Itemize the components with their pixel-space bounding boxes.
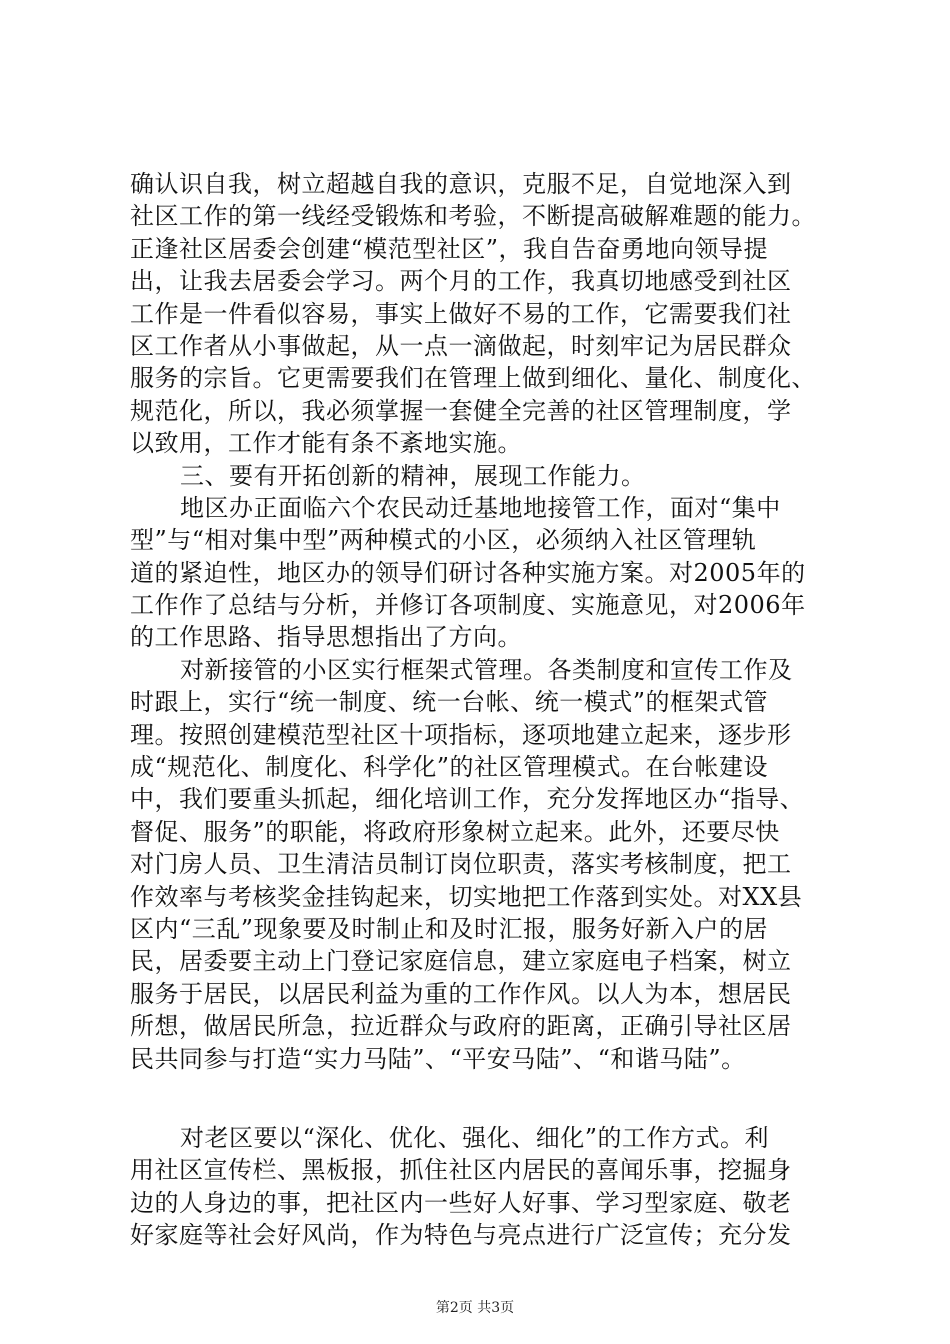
text-line: 好家庭等社会好风尚，作为特色与亮点进行广泛宣传；充分发	[130, 1221, 792, 1250]
text-line: 规范化，所以，我必须掌握一套健全完善的社区管理制度，学	[130, 396, 792, 425]
text-line: 的工作思路、指导思想指出了方向。	[130, 623, 522, 652]
text-line: 成“规范化、制度化、科学化”的社区管理模式。在台帐建设	[130, 753, 769, 782]
text-line: 社区工作的第一线经受锻炼和考验，不断提高破解难题的能力。	[130, 202, 816, 231]
text-line: 三、要有开拓创新的精神，展现工作能力。	[180, 461, 646, 490]
text-line: 中，我们要重头抓起，细化培训工作，充分发挥地区办“指导、	[130, 785, 805, 814]
text-line: 工作是一件看似容易，事实上做好不易的工作，它需要我们社	[130, 299, 792, 328]
text-line: 民，居委要主动上门登记家庭信息，建立家庭电子档案，树立	[130, 947, 792, 976]
text-line: 服务于居民，以居民利益为重的工作作风。以人为本，想居民	[130, 979, 792, 1008]
text-line: 对门房人员、卫生清洁员制订岗位职责，落实考核制度，把工	[130, 850, 792, 879]
text-line: 对新接管的小区实行框架式管理。各类制度和宣传工作及	[180, 655, 793, 684]
text-line: 用社区宣传栏、黑板报，抓住社区内居民的喜闻乐事，挖掘身	[130, 1156, 792, 1185]
text-line: 道的紧迫性，地区办的领导们研讨各种实施方案。对2005年的	[130, 558, 806, 587]
text-line: 出，让我去居委会学习。两个月的工作，我真切地感受到社区	[130, 267, 792, 296]
text-line: 确认识自我，树立超越自我的意识，克服不足，自觉地深入到	[130, 170, 792, 198]
text-line: 以致用，工作才能有条不紊地实施。	[130, 429, 522, 458]
text-line: 作效率与考核奖金挂钩起来，切实地把工作落到实处。对XX县	[130, 882, 803, 911]
text-line: 型”与“相对集中型”两种模式的小区，必须纳入社区管理轨	[130, 526, 757, 555]
page-footer: 第2页 共3页	[435, 1300, 515, 1316]
text-line: 正逢社区居委会创建“模范型社区”，我自告奋勇地向领导提	[130, 234, 769, 263]
text-line: 边的人身边的事，把社区内一些好人好事、学习型家庭、敬老	[130, 1188, 792, 1217]
text-line: 督促、服务”的职能，将政府形象树立起来。此外，还要尽快	[130, 817, 780, 846]
text-line: 民共同参与打造“实力马陆”、“平安马陆”、“和谐马陆”。	[130, 1044, 746, 1073]
text-line: 理。按照创建模范型社区十项指标，逐项地建立起来，逐步形	[130, 720, 792, 749]
text-line: 工作作了总结与分析，并修订各项制度、实施意见，对2006年	[130, 591, 806, 620]
text-line: 服务的宗旨。它更需要我们在管理上做到细化、量化、制度化、	[130, 364, 816, 393]
text-line: 区内“三乱”现象要及时制止和及时汇报，服务好新入户的居	[130, 914, 769, 943]
document-body	[130, 168, 830, 1252]
text-line: 所想，做居民所急，拉近群众与政府的距离，正确引导社区居	[130, 1012, 792, 1041]
paragraph-spacer	[130, 1075, 830, 1122]
text-line: 区工作者从小事做起，从一点一滴做起，时刻牢记为居民群众	[130, 331, 792, 360]
text-line: 时跟上，实行“统一制度、统一台帐、统一模式”的框架式管	[130, 688, 769, 717]
text-line: 地区办正面临六个农民动迁基地地接管工作，面对“集中	[180, 493, 781, 522]
text-line: 对老区要以“深化、优化、强化、细化”的工作方式。利	[180, 1123, 770, 1152]
